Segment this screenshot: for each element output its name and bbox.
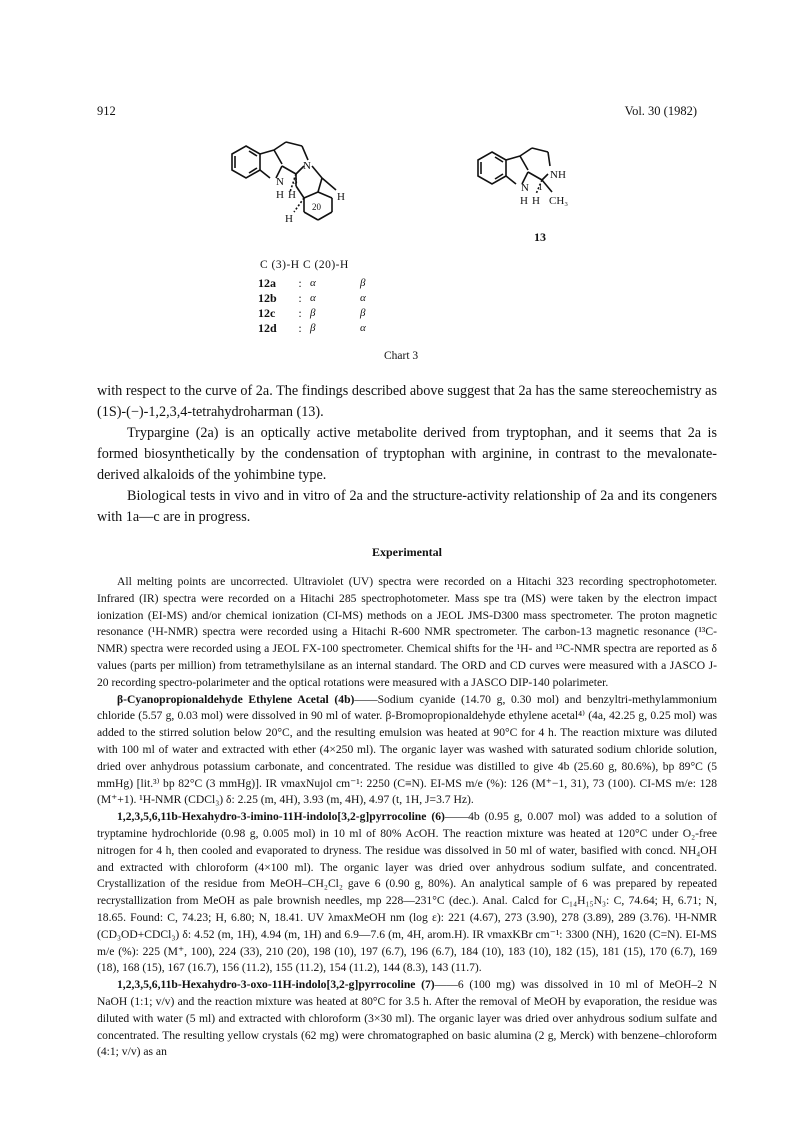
h-c15-label: H — [337, 191, 345, 203]
config-sep: : — [298, 321, 302, 335]
c20-locant: 20 — [312, 202, 321, 212]
config-id: 12a — [258, 276, 276, 290]
nh-13-label: NH — [550, 169, 566, 181]
h-indole-label: H — [276, 189, 284, 201]
page-number: 912 — [97, 104, 116, 118]
config-c20: α — [360, 322, 366, 334]
config-sep: : — [298, 276, 302, 290]
c1-locant: 1 — [538, 182, 543, 192]
n-ring-label: N — [303, 160, 311, 172]
compound-4b-text: ——Sodium cyanide (14.70 g, 0.30 mol) and benzyltri-methylammonium chloride (5.57 g, 0.03 mol) were dissolved in 90 ml of water. β-Bromopropionaldehyde ethylene acetal⁴⁾ (4a, 42.25 g, 0.25 mol) was added to the stirred solution below 20°C, and the resulting emulsion was heated at 90°C for 4 h. The reaction mixture was diluted with 100 ml of water and extracted with ether (4×250 ml). The organic layer was washed with saturated sodium chloride solution, dried over anhydrous potassium carbonate, and concentrated. The residue was distilled to give 4b (25.60 g, 80.6%), bp 89°C (5 mmHg) [lit.³⁾ bp 82°C (3 mmHg)]. IR νmaxNujol cm⁻¹: 2250 (C≡N). EI-MS m/e (%): 126 (M⁺−1, 31), 73 (100). CI-MS m/e: 128 (M⁺+1). ¹H-NMR (CDCl₃) δ: 2.25 (m, 4H), 3.93 (m, 4H), 4.97 (t, 1H, J=3.7 Hz). — [97, 692, 717, 807]
config-sep: : — [298, 291, 302, 305]
config-id: 12d — [258, 321, 277, 335]
config-header: C (3)-H C (20)-H — [260, 259, 349, 271]
compound-4b-title: β-Cyanopropionaldehyde Ethylene Acetal (4b) — [117, 692, 355, 706]
config-c20: β — [360, 277, 366, 289]
n-indole-label: N — [276, 176, 284, 188]
config-sep: : — [298, 306, 302, 320]
paragraph-biological-tests: Biological tests in vivo and in vitro of 2a and the structure-activity relationship of 2a and its congeners with 1a—c are in progress. — [97, 488, 717, 525]
volume-label: Vol. 30 (1982) — [624, 104, 697, 118]
config-table — [258, 276, 366, 336]
config-c3: β — [310, 307, 316, 319]
paragraph-compound-4b — [97, 692, 717, 810]
compound-13-label: 13 — [534, 230, 546, 244]
config-id: 12b — [258, 291, 277, 305]
config-c3: α — [310, 292, 316, 304]
h-c1-13-label: H — [532, 195, 540, 207]
config-row — [258, 276, 366, 291]
page-header — [97, 104, 697, 120]
ch3-13-label: CH₃ — [549, 195, 569, 207]
structure-diagram — [200, 140, 640, 260]
section-title-experimental: Experimental — [372, 545, 442, 559]
compound-7-title: 1,2,3,5,6,11b-Hexahydro-3-oxo-11H-indolo[3,2-g]pyrrocoline (7) — [117, 978, 435, 992]
config-row — [258, 321, 366, 336]
article-body — [97, 381, 717, 1061]
n-indole-13-label: N — [521, 182, 529, 194]
h-indole-13-label: H — [520, 195, 528, 207]
chart-caption: Chart 3 — [384, 350, 419, 362]
config-c20: α — [360, 292, 366, 304]
config-c3: β — [310, 322, 316, 334]
paragraph-curve: with respect to the curve of 2a. The findings described above suggest that 2a has the same stereochemistry as (1S)-(−)-1,2,3,4-tetrahydroharman (13). — [97, 383, 717, 420]
compound-6-text: ——4b (0.95 g, 0.007 mol) was added to a solution of tryptamine hydrochloride (0.98 g, 0.005 mol) in 10 ml of 80% AcOH. The reaction mixture was heated at 120°C under O₂-free nitrogen for 4 h, then cooled and evaporated to dryness. The residue was dissolved in 50 ml of water, basified with concd. NH₄OH and extracted with chloroform (4×100 ml). The organic layer was dried over anhydrous sodium sulfate, and concentrated. Crystallization of the residue from MeOH–CH₂Cl₂ gave 6 (0.90 g, 80%). An analytical sample of 6 was prepared by repeated recrystallization from MeOH as pale brownish needles, mp 228—231°C (dec.). Anal. Calcd for C₁₄H₁₅N₃: C, 74.64; H, 6.71; N, 18.65. Found: C, 74.23; H, 6.80; N, 18.41. UV λmaxMeOH nm (log ε): 221 (4.67), 273 (3.90), 278 (3.89), 289 (3.76). ¹H-NMR (CD₃OD+CDCl₃) δ: 4.52 (m, 1H), 4.94 (m, 1H) and 6.9—7.6 (m, 4H, arom.H). IR νmaxKBr cm⁻¹: 3300 (NH), 1620 (C=N). EI-MS m/e (%): 225 (M⁺, 100), 224 (33), 210 (20), 198 (10), 197 (6.7), 196 (6.7), 184 (10), 183 (10), 182 (15), 181 (15), 170 (6.7), 169 (18), 168 (15), 167 (16.7), 156 (11.2), 155 (11.2), 154 (11.2), 144 (8.3), 143 (11.7). — [97, 810, 717, 975]
c3-locant: 3 — [293, 176, 298, 186]
config-row — [258, 306, 366, 321]
compound-6-title: 1,2,3,5,6,11b-Hexahydro-3-imino-11H-indolo[3,2-g]pyrrocoline (6) — [117, 810, 445, 824]
h-c3-label: H — [288, 189, 296, 201]
config-c3: α — [310, 277, 316, 289]
config-id: 12c — [258, 306, 276, 320]
h-c20-label: H — [285, 213, 293, 225]
compound-7-text: ——6 (100 mg) was dissolved in 10 ml of MeOH–2 N NaOH (1:1; v/v) and the reaction mixture was heated at 80°C for 3.5 h. After the removal of MeOH by evaporation, the residue was diluted with water (5 ml) and extracted with chloroform (3×30 ml). The organic layer was dried over anhydrous sodium sulfate and concentrated. The resulting yellow crystals (62 mg) were chromatographed on basic alumina (2 g, Merck) with benzene–chloroform (4:1; v/v) as an — [97, 978, 717, 1059]
config-row — [258, 291, 366, 306]
paragraph-compound-6 — [97, 809, 717, 977]
config-c20: β — [360, 307, 366, 319]
paragraph-general-methods: All melting points are uncorrected. Ultraviolet (UV) spectra were recorded on a Hitachi 323 recording spectrophotometer. Infrared (IR) spectra were recorded on a Hitachi 285 spectrophotometer. Mass spe tra (MS) were taken by the electron impact ionization (EI-MS) and/or chemical ionization (CI-MS) methods on a JEOL JMS-D300 mass spectrometer. The proton magnetic resonance (¹H-NMR) spectra were recorded using a Hitachi R-600 NMR spectrometer. The carbon-13 magnetic resonance (¹³C-NMR) spectra were recorded using a JEOL FX-100 spectrometer. Chemical shifts for the ¹H- and ¹³C-NMR spectra are reported as δ values (parts per million) from tetramethylsilane as an internal standard. The ORD and CD curves were measured with a JASCO J-20 recording spectro-polarimeter and the optical rotations were measured with a JASCO DIP-140 polarimeter. — [97, 575, 717, 689]
paragraph-trypargine: Trypargine (2a) is an optically active metabolite derived from tryptophan, and it seems that 2a is formed biosynthetically by the condensation of tryptophan with arginine, in contrast to the mevalonate-derived alkaloids of the yohimbine type. — [97, 425, 717, 483]
paragraph-compound-7 — [97, 977, 717, 1061]
